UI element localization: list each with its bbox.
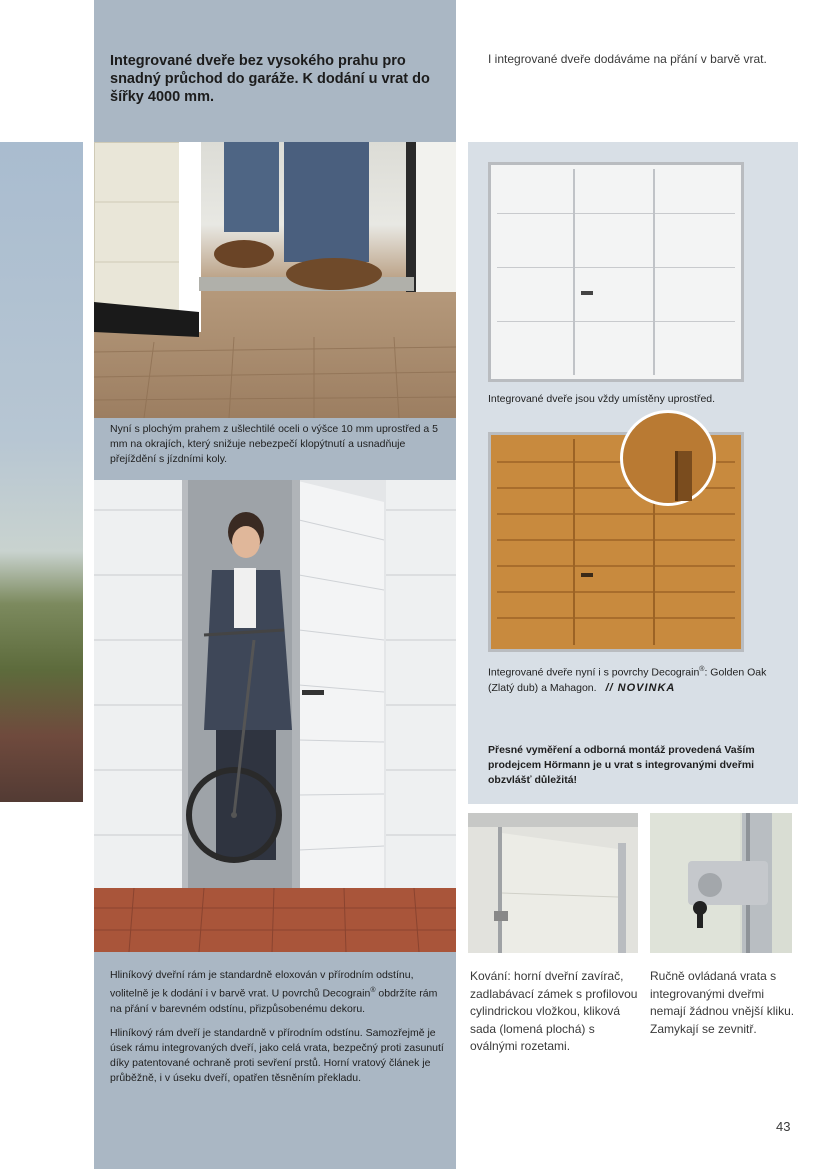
page-number: 43 xyxy=(776,1119,791,1134)
fittings-caption: Kování: horní dveřní zavírač, zadlabávací zámek s profilovou cylindrickou vložkou, kliková sada (lomená plochá) s oválnými rozetami. xyxy=(470,969,638,1053)
page-headline: Integrované dveře bez vysokého prahu pro snadný průchod do garáže. K dodání u vrat do šířky 4000 mm. xyxy=(110,53,430,105)
installation-note: Přesné vyměření a odborná montáž provedená Vaším prodejcem Hörmann je u vrat s integrovanými dveřmi obzvlášť důležitá! xyxy=(488,744,755,786)
threshold-photo xyxy=(94,142,456,418)
frame-detail-zoom-circle xyxy=(620,410,716,506)
wicket-door-bicycle-photo xyxy=(94,480,456,952)
frame-anodized-caption: Hliníkový dveřní rám je standardně eloxován v přírodním odstínu, volitelně je k dodání i v barvě vrat. U povrchů Decograin® obdržíte rám na přání v barevném odstínu, přizpůsobenému dekoru. xyxy=(110,969,438,1015)
landscape-photo-strip xyxy=(0,142,83,802)
door-handle-icon xyxy=(581,291,593,295)
white-garage-door-image xyxy=(488,162,744,382)
centered-door-caption: Integrované dveře jsou vždy umístěny uprostřed. xyxy=(488,393,716,405)
decograin-caption: Integrované dveře nyní i s povrchy Decograin®: Golden Oak (Zlatý dub) a Mahagon. // NOVINKA xyxy=(488,666,767,694)
novinka-badge: // NOVINKA xyxy=(605,681,676,694)
manual-operation-caption: Ručně ovládaná vrata s integrovanými dveřmi nemají žádnou vnější kliku. Zamykají se zevnitř. xyxy=(650,969,795,1036)
frame-safety-caption: Hliníkový rám dveří je standardně v přírodním odstínu. Samozřejmě je úsek rámu integrovaných dveří, jako celá vrata, bezpečný proti zasunutí díky patentované ochraně proti sevření prstů. Horní vratový článek je průběžně, i v úseku dveří, opatřen těsněním překladu. xyxy=(110,1027,444,1084)
lock-mechanism-photo xyxy=(650,813,792,953)
threshold-caption: Nyní s plochým prahem z ušlechtilé oceli o výšce 10 mm uprostřed a 5 mm na okrajích, který snižuje nebezpečí klopýtnutí a usnadňuje přejíždění s jízdními koly. xyxy=(110,423,438,465)
intro-text: I integrované dveře dodáváme na přání v barvě vrat. xyxy=(488,52,767,66)
door-handle-icon xyxy=(581,573,593,577)
door-closer-photo xyxy=(468,813,638,953)
